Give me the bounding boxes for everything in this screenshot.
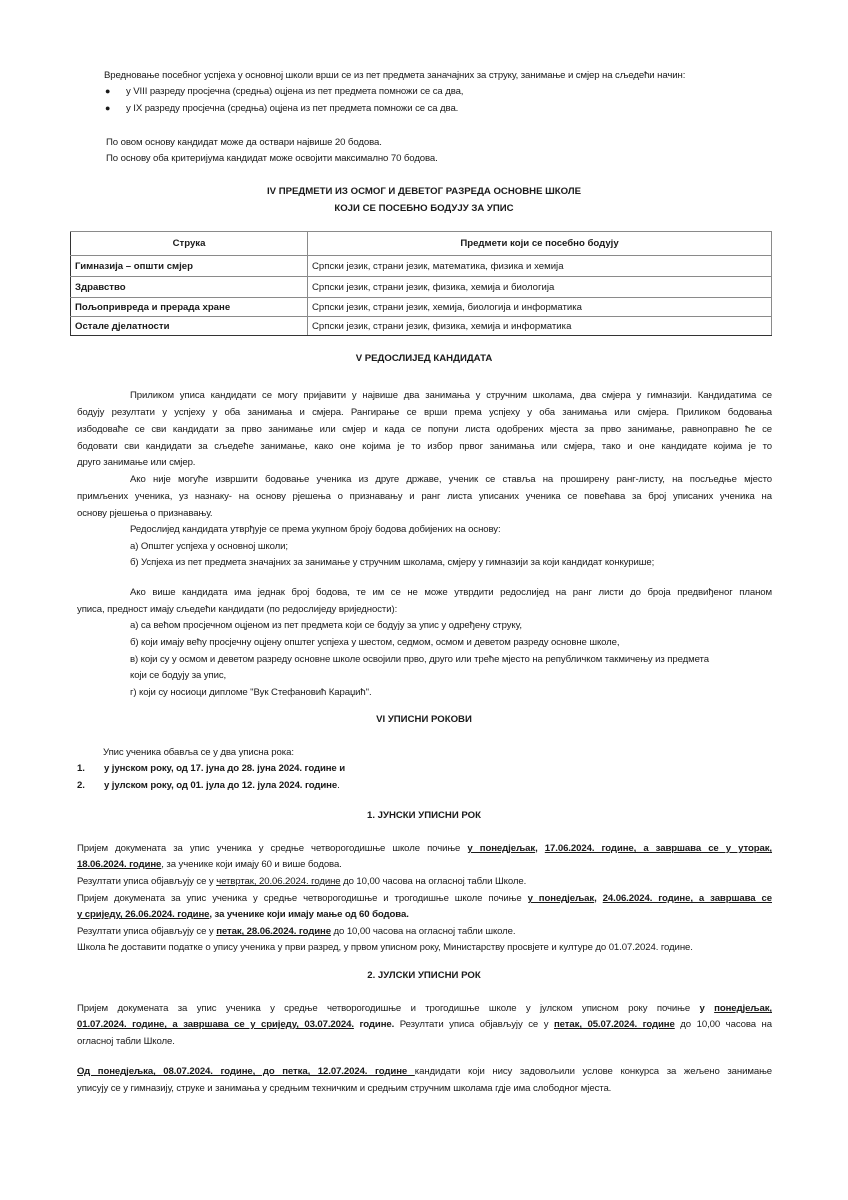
cell-predmeti: Српски језик, страни језик, физика, хемија и биологија <box>308 277 772 298</box>
p1-line: Приликом уписа кандидати се могу пријавити у највише два занимања у стручним школама, два смјера у гимназији. Кандидатима се <box>130 390 772 401</box>
p1-line: друго занимање или смјер. <box>77 457 196 468</box>
section-4-title-line1: IV ПРЕДМЕТИ ИЗ ОСМОГ И ДЕВЕТОГ РАЗРЕДА ОСНОВНЕ ШКОЛЕ <box>266 186 582 197</box>
text-bold: године. <box>353 1019 395 1030</box>
june-line-6 <box>77 926 515 938</box>
bullet-icon: ● <box>105 103 111 113</box>
text: до 10,00 часова на <box>674 1019 772 1030</box>
text: до 10,00 часова на огласној табли Школе. <box>340 876 527 887</box>
section-6-title: VI УПИСНИ РОКОВИ <box>376 714 472 725</box>
text: Резултати уписа објављују се у <box>77 926 217 937</box>
june-line-2 <box>77 859 342 871</box>
text: , <box>535 843 545 854</box>
text: Пријем докумената за упис ученика у средње четворогодишње и трогодишње школе у јулском уписном року почиње <box>77 1003 700 1014</box>
intro-line: Вредновање посебног успјеха у основној школи врши се из пет предмета заначајних за струку, занимање и смјер на сљедећи начин: <box>104 70 686 81</box>
header-struka: Струка <box>71 232 308 256</box>
cell-struka: Здравство <box>71 277 308 298</box>
p2-line: Ако није могуће извршити бодовање ученика из друге државе, ученик се ставља на проширену ранг-листу, на посљедње мјесто <box>130 474 772 485</box>
p4-item: б) који имају већу просјечну оцјену општег успјеха у шестом, седмом, осмом и деветом разреду основне школе, <box>130 637 620 648</box>
text: , <box>594 893 603 904</box>
june-line-5 <box>77 909 409 921</box>
text-bold: петак, 28.06.2024. године <box>216 926 331 937</box>
cell-struka: Остале дјелатности <box>71 317 308 336</box>
intro-bullet-2: у IX разреду просјечна (средња) оцјена из пет предмета помножи се са два. <box>126 103 459 114</box>
june-line-3 <box>77 876 526 888</box>
text-bold: понедјељак, <box>714 1003 772 1014</box>
period-text: у јунском року, од 17. јуна до 28. јуна 2024. године и <box>104 763 346 774</box>
july-line-3: огласној табли Школе. <box>77 1036 175 1047</box>
july-line-2 <box>77 1019 772 1031</box>
p2-line: основу рјешења о признавању. <box>77 508 213 519</box>
text-bold: у <box>699 1003 715 1014</box>
july-title: 2. ЈУЛСКИ УПИСНИ РОК <box>367 970 481 981</box>
text: кандидати који нису задовољили услове конкурса за жељено занимање <box>414 1066 772 1077</box>
period-text <box>104 780 340 792</box>
table-row <box>71 256 772 277</box>
text: Пријем докумената за упис ученика у средње четворогодишње и трогодишње школе почиње <box>77 893 528 904</box>
june-line-7: Школа ће доставити податке о упису ученика у први разред, у првом уписном року, Министарству просвјете и културе до 01.07.2024. године. <box>77 942 693 953</box>
table-row <box>71 317 772 336</box>
p4-item: в) који су у осмом и деветом разреду основне школе освојили прво, друго или треће мјесто на републичком такмичењу из предмета <box>130 654 709 665</box>
text-bold: 01.07.2024. године, а завршава се у сриједу, 03.07.2024. <box>77 1019 354 1030</box>
p3-item: а) Општег успјеха у основној школи; <box>130 541 288 552</box>
text-bold: у сриједу, 26.06.2024. године <box>77 909 210 920</box>
p4-item: а) са већом просјечном оцјеном из пет предмета који се бодују за упис у одређену струку, <box>130 620 522 631</box>
cell-predmeti: Српски језик, страни језик, хемија, биологија и информатика <box>308 298 772 317</box>
period-number: 2. <box>77 780 85 791</box>
p4-line: уписа, предност имају сљедећи кандидати (по редослиједу вриједности): <box>77 604 398 615</box>
july-line-4 <box>77 1066 772 1078</box>
text-bold: у понедјељак <box>467 843 536 854</box>
table-row <box>71 298 772 317</box>
period-tail: . <box>337 780 340 791</box>
text-bold: 17.06.2024. године, а завршава се у уторак, <box>544 843 773 854</box>
july-line-5: уписују се у гимназију, струке и занимања у средњим техничким и средњим стручним школама гдје има слободног мјеста. <box>77 1083 612 1094</box>
text: до 10,00 часова на огласној табли школе. <box>330 926 516 937</box>
cell-struka: Пољопривреда и прерада хране <box>71 298 308 317</box>
cell-struka: Гимназија – општи смјер <box>71 256 308 277</box>
p3-item: б) Успјеха из пет предмета значајних за занимање у стручним школама, смјеру у гимназији за који кандидат конкурише; <box>130 557 655 568</box>
periods-intro: Упис ученика обавља се у два уписна рока: <box>103 747 294 758</box>
june-title: 1. ЈУНСКИ УПИСНИ РОК <box>366 810 481 821</box>
p2-line: примљених ученика, уз назнаку- на основу рјешења о признавању и ранг листа уписаних ученика се повећава за број уписаних ученика на <box>77 491 772 502</box>
p1-line: избодоваће се сви кандидати за прво занимање или смјер и када се попуни листа одобрених мјеста за прво занимање, равноправно ће се <box>77 424 772 435</box>
june-line-1 <box>77 843 772 855</box>
bullet-icon: ● <box>105 86 111 96</box>
text-bold: 24.06.2024. године, а завршава се <box>602 893 772 904</box>
table-header-row <box>71 232 772 256</box>
subjects-table <box>70 231 772 336</box>
p4-line: Ако више кандидата има једнак број бодова, те им се не може утврдити редослијед на ранг листи до броја предвиђеног планом <box>130 587 772 598</box>
p4-item: који се бодују за упис, <box>130 670 227 681</box>
p1-line: бодују резултати у успјеху у оба занимања и смјера. Рангирање се врши према успјеху у оба занимања или смјера. Приликом бодовања <box>77 407 772 418</box>
p4-item: г) који су носиоци дипломе "Вук Стефановић Караџић". <box>130 687 372 698</box>
section-4-title-line2: КОЈИ СЕ ПОСЕБНО БОДУЈУ ЗА УПИС <box>334 203 514 214</box>
june-line-4 <box>77 893 772 905</box>
text-bold: , за ученике који имају мање од 60 бодова. <box>209 909 409 920</box>
text: Резултати уписа објављују се у <box>394 1019 554 1030</box>
text: , за ученике који имају 60 и више бодова. <box>161 859 342 870</box>
text: Пријем докумената за упис ученика у средње четворогодишње школе почиње <box>77 843 468 854</box>
table-row <box>71 277 772 298</box>
text-bold: Од понедјељка, 08.07.2024. године, до петка, 12.07.2024. године <box>77 1066 415 1077</box>
period-text-bold: у јулском року, од 01. јула до 12. јула 2024. године <box>104 780 338 791</box>
intro-bullet-1: у VIII разреду просјечна (средња) оцјена из пет предмета помножи се са два, <box>126 86 464 97</box>
header-predmeti: Предмети који се посебно бодују <box>308 232 772 256</box>
july-line-1 <box>77 1003 772 1015</box>
intro-note-1: По овом основу кандидат може да оствари највише 20 бодова. <box>106 137 382 148</box>
cell-predmeti: Српски језик, страни језик, математика, физика и хемија <box>308 256 772 277</box>
section-5-title: V РЕДОСЛИЈЕД КАНДИДАТА <box>355 353 493 364</box>
text: Резултати уписа објављују се у <box>77 876 217 887</box>
intro-note-2: По основу оба критеријума кандидат може освојити максимално 70 бодова. <box>106 153 438 164</box>
p1-line: бодовати сви кандидати за сљедеће занимање, како оне којима је то избор првог занимања или смјера, тако и оне кандидате којима је то <box>77 441 772 452</box>
text-bold: у понедјељак <box>527 893 595 904</box>
p3-line: Редослијед кандидата утврђује се према укупном броју бодова добијених на основу: <box>130 524 501 535</box>
period-number: 1. <box>77 763 85 774</box>
text-bold: петак, 05.07.2024. године <box>553 1019 675 1030</box>
cell-predmeti: Српски језик, страни језик, физика, хемија и информатика <box>308 317 772 336</box>
text-underlined: четвртак, 20.06.2024. године <box>216 876 341 887</box>
text-bold: 18.06.2024. године <box>77 859 162 870</box>
